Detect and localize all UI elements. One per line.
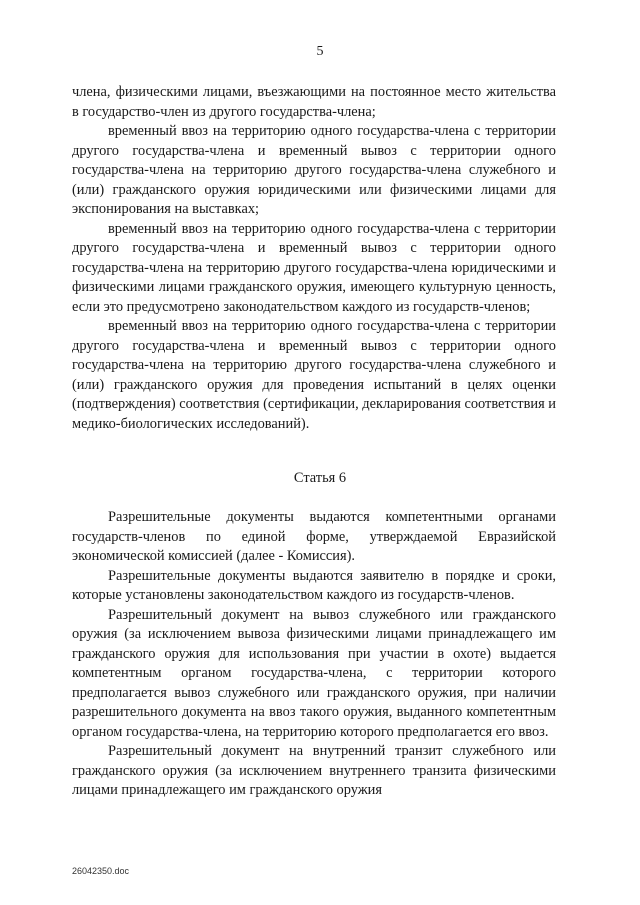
paragraph: Разрешительный документ на вывоз служебного или гражданского оружия (за исключением вывоза физическими лицами принадлежащего им гражданского оружия для использования при участии в охоте) выдается компетентным органом государства-члена, с территории которого предполагается вывоз служебного или гражданского оружия, при наличии разрешительного документа на ввоз такого оружия, выданного компетентным органом государства-члена, на территорию которого предполагается его ввоз. (72, 606, 556, 740)
paragraph: временный ввоз на территорию одного государства-члена с территории другого государства-члена и временный вывоз с территории одного государства-члена на территорию другого государства-члена служебного и (или) гражданского оружия для проведения испытаний в целях оценки (подтверждения) соответствия (сертификации, декларирования соответствия и медико-биологических исследований). (72, 318, 556, 432)
text-block-bottom (72, 508, 556, 801)
paragraph: временный ввоз на территорию одного государства-члена с территории другого государства-члена и временный вывоз с территории одного государства-члена на территорию другого государства-члена юридическими и физическими лицами гражданского оружия, имеющего культурную ценность, если это предусмотрено законодательством каждого из государств-членов; (72, 220, 556, 315)
text-block-top (72, 83, 556, 434)
paragraph: временный ввоз на территорию одного государства-члена с территории другого государства-члена и временный вывоз с территории одного государства-члена на территорию другого государства-члена служебного и (или) гражданского оружия юридическими или физическими лицами для экспонирования на выставках; (72, 123, 556, 217)
article-heading: Статья 6 (293, 470, 347, 486)
paragraph-continuation: члена, физическими лицами, въезжающими на постоянное место жительства в государство-член из другого государства-члена; (72, 84, 556, 120)
paragraph: Разрешительные документы выдаются компетентными органами государств-членов по единой форме, утверждаемой Евразийской экономической комиссией (далее - Комиссия). (72, 509, 556, 564)
paragraph: Разрешительные документы выдаются заявителю в порядке и сроки, которые установлены законодательством каждого из государств-членов. (72, 567, 556, 603)
page-number: 5 (316, 44, 324, 59)
paragraph-truncated: Разрешительный документ на внутренний транзит служебного или гражданского оружия (за исключением внутреннего транзита физическими лицами принадлежащего им гражданского оружия (72, 743, 556, 798)
footer-filename: 26042350.doc (72, 866, 130, 876)
